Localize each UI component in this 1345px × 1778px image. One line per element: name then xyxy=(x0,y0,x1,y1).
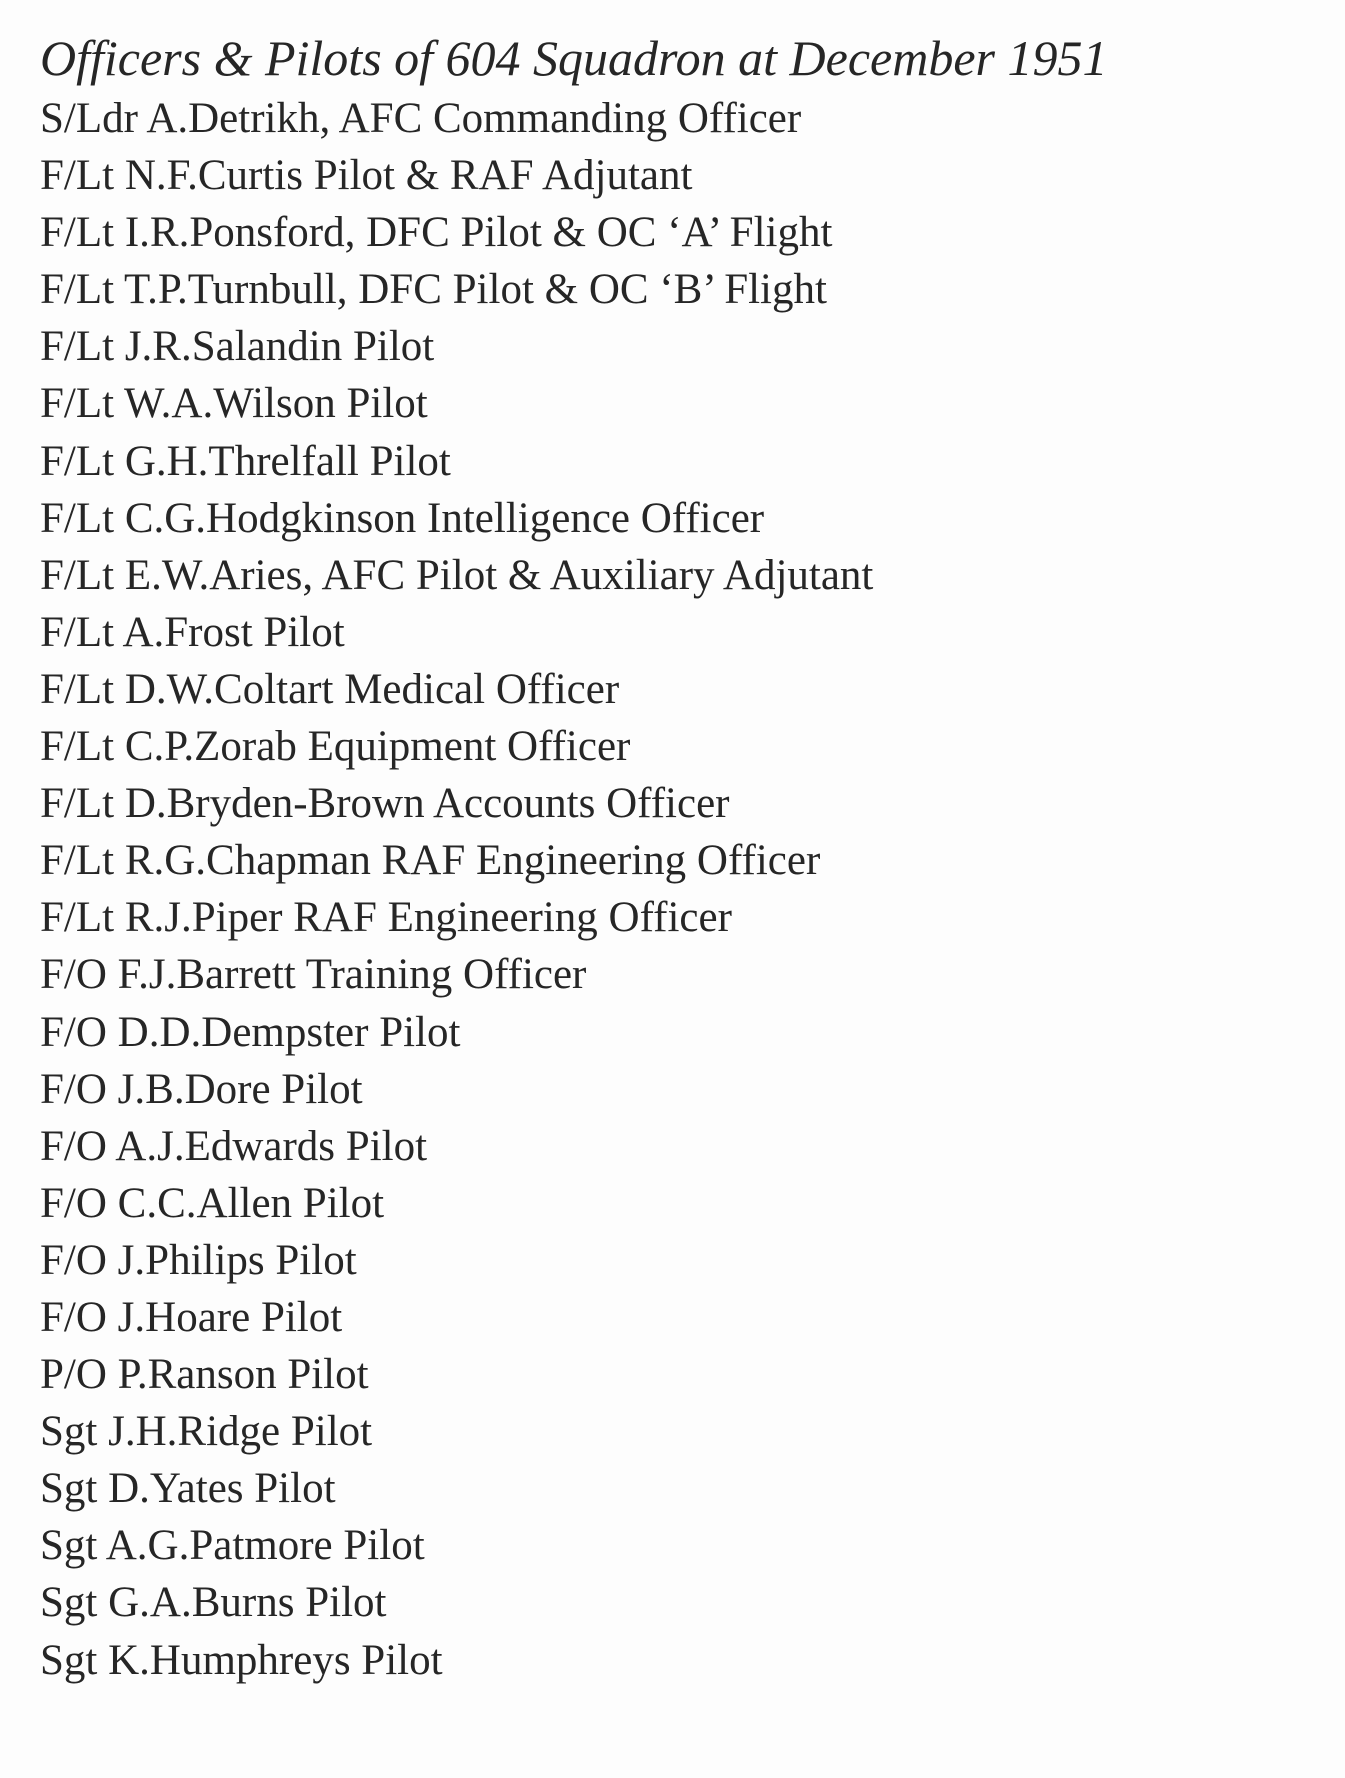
roster-entry: Sgt K.Humphreys Pilot xyxy=(40,1636,443,1684)
roster-entry: Sgt G.A.Burns Pilot xyxy=(40,1579,387,1627)
roster-entry: F/Lt C.G.Hodgkinson Intelligence Officer xyxy=(40,494,765,542)
roster-entry: F/Lt W.A.Wilson Pilot xyxy=(40,380,428,428)
roster-entry: F/Lt D.Bryden-Brown Accounts Officer xyxy=(40,780,730,828)
roster-entry: S/Ldr A.Detrikh, AFC Commanding Officer xyxy=(40,95,802,142)
roster-list xyxy=(40,90,873,1689)
roster-entry: F/Lt J.R.Salandin Pilot xyxy=(40,323,435,371)
roster-entry: F/Lt I.R.Ponsford, DFC Pilot & OC ‘A’ Flight xyxy=(40,209,833,257)
roster-entry: F/O D.D.Dempster Pilot xyxy=(40,1008,461,1056)
roster-entry: Sgt A.G.Patmore Pilot xyxy=(40,1522,425,1570)
roster-entry: Sgt D.Yates Pilot xyxy=(40,1465,336,1513)
roster-entry: F/O A.J.Edwards Pilot xyxy=(40,1122,428,1170)
roster-entry: F/Lt E.W.Aries, AFC Pilot & Auxiliary Adjutant xyxy=(40,551,874,599)
roster-entry: F/Lt C.P.Zorab Equipment Officer xyxy=(40,723,631,771)
roster-entry: F/Lt A.Frost Pilot xyxy=(40,608,345,656)
document-title: Officers & Pilots of 604 Squadron at December 1951 xyxy=(40,30,1108,86)
roster-entry: F/Lt R.G.Chapman RAF Engineering Officer xyxy=(40,837,821,885)
roster-entry: F/O C.C.Allen Pilot xyxy=(40,1179,385,1227)
roster-entry: P/O P.Ranson Pilot xyxy=(40,1351,369,1399)
roster-entry: F/O J.Philips Pilot xyxy=(40,1236,357,1284)
roster-entry: F/Lt R.J.Piper RAF Engineering Officer xyxy=(40,894,732,942)
roster-entry: Sgt J.H.Ridge Pilot xyxy=(40,1408,373,1456)
roster-entry: F/Lt G.H.Threlfall Pilot xyxy=(40,437,451,485)
roster-entry: F/Lt T.P.Turnbull, DFC Pilot & OC ‘B’ Flight xyxy=(40,266,827,314)
roster-entry: F/Lt N.F.Curtis Pilot & RAF Adjutant xyxy=(40,152,693,200)
roster-entry: F/Lt D.W.Coltart Medical Officer xyxy=(40,665,620,713)
roster-entry: F/O J.B.Dore Pilot xyxy=(40,1065,363,1113)
roster-entry: F/O J.Hoare Pilot xyxy=(40,1293,343,1341)
roster-entry: F/O F.J.Barrett Training Officer xyxy=(40,951,587,999)
